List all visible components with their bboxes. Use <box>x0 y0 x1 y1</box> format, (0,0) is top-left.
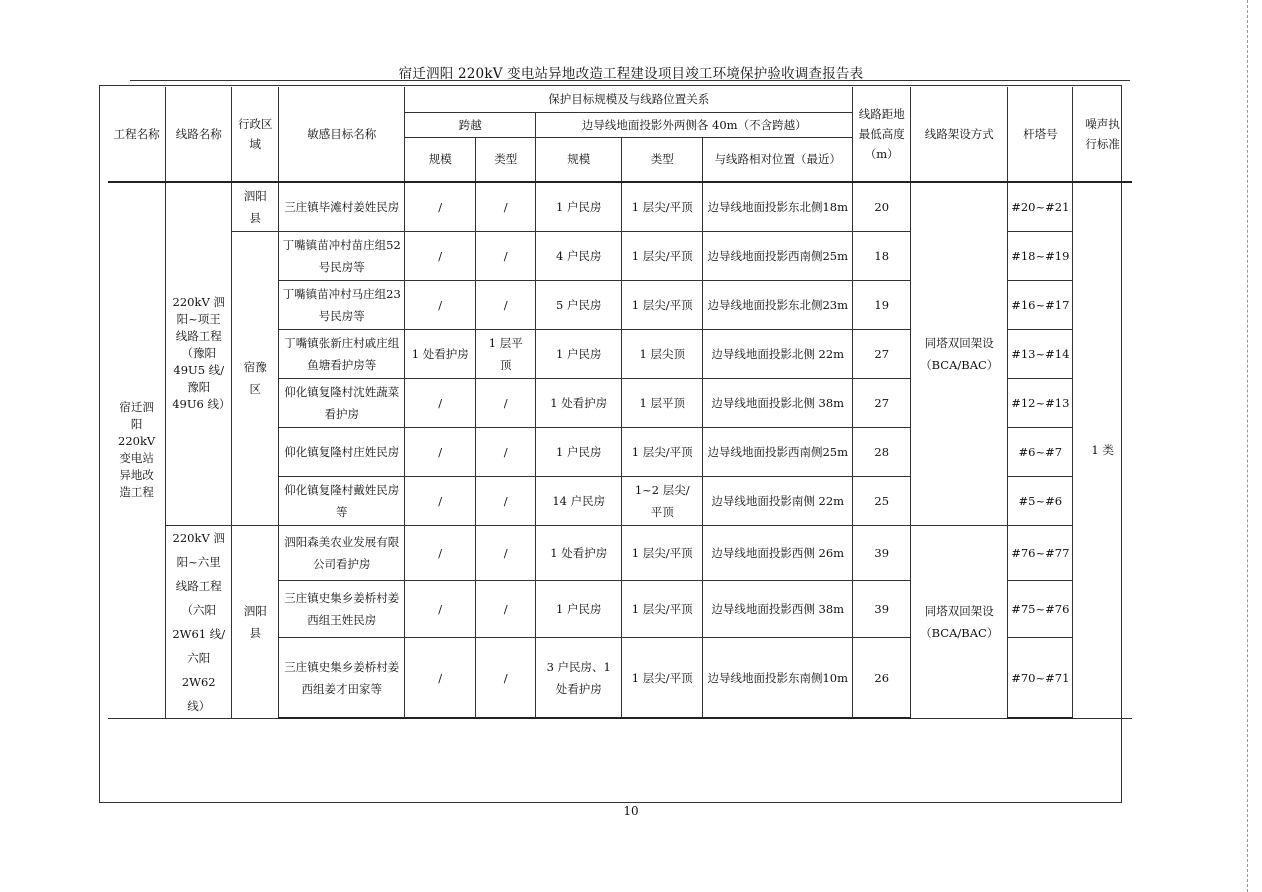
line-1-cell: 220kV 泗阳~项王线路工程（豫阳49U5 线/豫阳49U6 线） <box>166 182 232 525</box>
target-name: 泗阳森美农业发展有限公司看护房 <box>279 525 405 580</box>
cross-type: / <box>476 378 536 427</box>
buffer-type: 1 层平顶 <box>622 378 703 427</box>
header-cross-scale: 规模 <box>405 137 476 182</box>
min-height: 20 <box>853 182 911 231</box>
buffer-type: 1 层尖/平顶 <box>622 638 703 718</box>
buffer-scale: 4 户民房 <box>536 231 622 280</box>
page-edge-dashed-line <box>1247 0 1248 892</box>
project-name-cell: 宿迁泗阳220kV变电站异地改造工程 <box>108 182 166 718</box>
min-height: 28 <box>853 427 911 476</box>
title-rule <box>130 80 1130 81</box>
tower-number: #70~#71 <box>1008 638 1073 718</box>
page-number: 10 <box>623 804 639 818</box>
header-target-name: 敏感目标名称 <box>279 87 405 182</box>
area-siyang-2-cell: 泗阳县 <box>232 525 279 718</box>
cross-scale: / <box>405 476 476 525</box>
buffer-type: 1 层尖/平顶 <box>622 280 703 329</box>
buffer-type: 1~2 层尖/平顶 <box>622 476 703 525</box>
erection-1-cell: 同塔双回架设（BCA/BAC） <box>911 182 1008 525</box>
buffer-type: 1 层尖/平顶 <box>622 231 703 280</box>
buffer-scale: 14 户民房 <box>536 476 622 525</box>
cross-type: / <box>476 476 536 525</box>
buffer-scale: 1 户民房 <box>536 580 622 638</box>
buffer-scale: 1 处看护房 <box>536 525 622 580</box>
header-scale-relation: 保护目标规模及与线路位置关系 <box>405 87 853 112</box>
area-siyang-cell: 泗阳县 <box>232 182 279 231</box>
line-2-cell: 220kV 泗阳~六里线路工程（六阳2W61 线/六阳2W62 线） <box>166 525 232 718</box>
sensitive-targets-table <box>108 87 1132 719</box>
buffer-scale: 1 户民房 <box>536 182 622 231</box>
cross-type: / <box>476 638 536 718</box>
header-tower: 杆塔号 <box>1008 87 1073 182</box>
relative-position: 边导线地面投影东北侧23m <box>703 280 853 329</box>
min-height: 27 <box>853 329 911 378</box>
buffer-type: 1 层尖/平顶 <box>622 525 703 580</box>
tower-number: #5~#6 <box>1008 476 1073 525</box>
min-height: 19 <box>853 280 911 329</box>
target-name: 仰化镇复隆村沈姓蔬菜看护房 <box>279 378 405 427</box>
header-min-height: 线路距地最低高度（m） <box>853 87 911 182</box>
cross-scale: 1 处看护房 <box>405 329 476 378</box>
cross-scale: / <box>405 182 476 231</box>
buffer-scale: 3 户民房、1 处看护房 <box>536 638 622 718</box>
tower-number: #16~#17 <box>1008 280 1073 329</box>
cross-scale: / <box>405 580 476 638</box>
header-cross-type: 类型 <box>476 137 536 182</box>
tower-number: #20~#21 <box>1008 182 1073 231</box>
cross-type: / <box>476 182 536 231</box>
area-suyu-cell: 宿豫区 <box>232 231 279 525</box>
relative-position: 边导线地面投影西侧 38m <box>703 580 853 638</box>
cross-type: 1 层平顶 <box>476 329 536 378</box>
relative-position: 边导线地面投影西南侧25m <box>703 427 853 476</box>
header-project-name: 工程名称 <box>108 87 166 182</box>
min-height: 26 <box>853 638 911 718</box>
relative-position: 边导线地面投影北侧 38m <box>703 378 853 427</box>
buffer-type: 1 层尖/平顶 <box>622 182 703 231</box>
header-admin-area: 行政区域 <box>232 87 279 182</box>
min-height: 39 <box>853 525 911 580</box>
cross-scale: / <box>405 280 476 329</box>
target-name: 丁嘴镇苗冲村苗庄组52 号民房等 <box>279 231 405 280</box>
relative-position: 边导线地面投影东南侧10m <box>703 638 853 718</box>
buffer-scale: 1 处看护房 <box>536 378 622 427</box>
header-buffer-scale: 规模 <box>536 137 622 182</box>
tower-number: #18~#19 <box>1008 231 1073 280</box>
header-line-name: 线路名称 <box>166 87 232 182</box>
cross-scale: / <box>405 638 476 718</box>
target-name: 三庄镇史集乡姜桥村姜西组王姓民房 <box>279 580 405 638</box>
relative-position: 边导线地面投影东北侧18m <box>703 182 853 231</box>
erection-2-cell: 同塔双回架设（BCA/BAC） <box>911 525 1008 718</box>
cross-type: / <box>476 427 536 476</box>
buffer-scale: 5 户民房 <box>536 280 622 329</box>
noise-standard-cell: 1 类 <box>1073 182 1132 718</box>
cross-type: / <box>476 231 536 280</box>
target-name: 丁嘴镇张新庄村戚庄组鱼塘看护房等 <box>279 329 405 378</box>
header-buffer-type: 类型 <box>622 137 703 182</box>
min-height: 18 <box>853 231 911 280</box>
page-title: 宿迁泗阳 220kV 变电站异地改造工程建设项目竣工环境保护验收调查报告表 <box>398 66 864 82</box>
cross-type: / <box>476 280 536 329</box>
header-relative-position: 与线路相对位置（最近） <box>703 137 853 182</box>
header-buffer: 边导线地面投影外两侧各 40m（不含跨越） <box>536 112 853 137</box>
tower-number: #12~#13 <box>1008 378 1073 427</box>
relative-position: 边导线地面投影西侧 26m <box>703 525 853 580</box>
target-name: 三庄镇史集乡姜桥村姜西组姜才田家等 <box>279 638 405 718</box>
cross-type: / <box>476 580 536 638</box>
header-crossing: 跨越 <box>405 112 536 137</box>
header-erection: 线路架设方式 <box>911 87 1008 182</box>
buffer-type: 1 层尖/平顶 <box>622 580 703 638</box>
target-name: 丁嘴镇苗冲村马庄组23 号民房等 <box>279 280 405 329</box>
buffer-scale: 1 户民房 <box>536 329 622 378</box>
min-height: 25 <box>853 476 911 525</box>
header-noise-standard: 噪声执行标准 <box>1073 87 1132 182</box>
cross-scale: / <box>405 427 476 476</box>
tower-number: #6~#7 <box>1008 427 1073 476</box>
buffer-type: 1 层尖/平顶 <box>622 427 703 476</box>
cross-scale: / <box>405 378 476 427</box>
cross-scale: / <box>405 231 476 280</box>
target-name: 仰化镇复隆村戴姓民房等 <box>279 476 405 525</box>
relative-position: 边导线地面投影北侧 22m <box>703 329 853 378</box>
tower-number: #13~#14 <box>1008 329 1073 378</box>
tower-number: #76~#77 <box>1008 525 1073 580</box>
target-name: 三庄镇毕滩村姜姓民房 <box>279 182 405 231</box>
target-name: 仰化镇复隆村庄姓民房 <box>279 427 405 476</box>
relative-position: 边导线地面投影南侧 22m <box>703 476 853 525</box>
min-height: 27 <box>853 378 911 427</box>
min-height: 39 <box>853 580 911 638</box>
buffer-scale: 1 户民房 <box>536 427 622 476</box>
cross-type: / <box>476 525 536 580</box>
relative-position: 边导线地面投影西南侧25m <box>703 231 853 280</box>
cross-scale: / <box>405 525 476 580</box>
tower-number: #75~#76 <box>1008 580 1073 638</box>
buffer-type: 1 层尖顶 <box>622 329 703 378</box>
